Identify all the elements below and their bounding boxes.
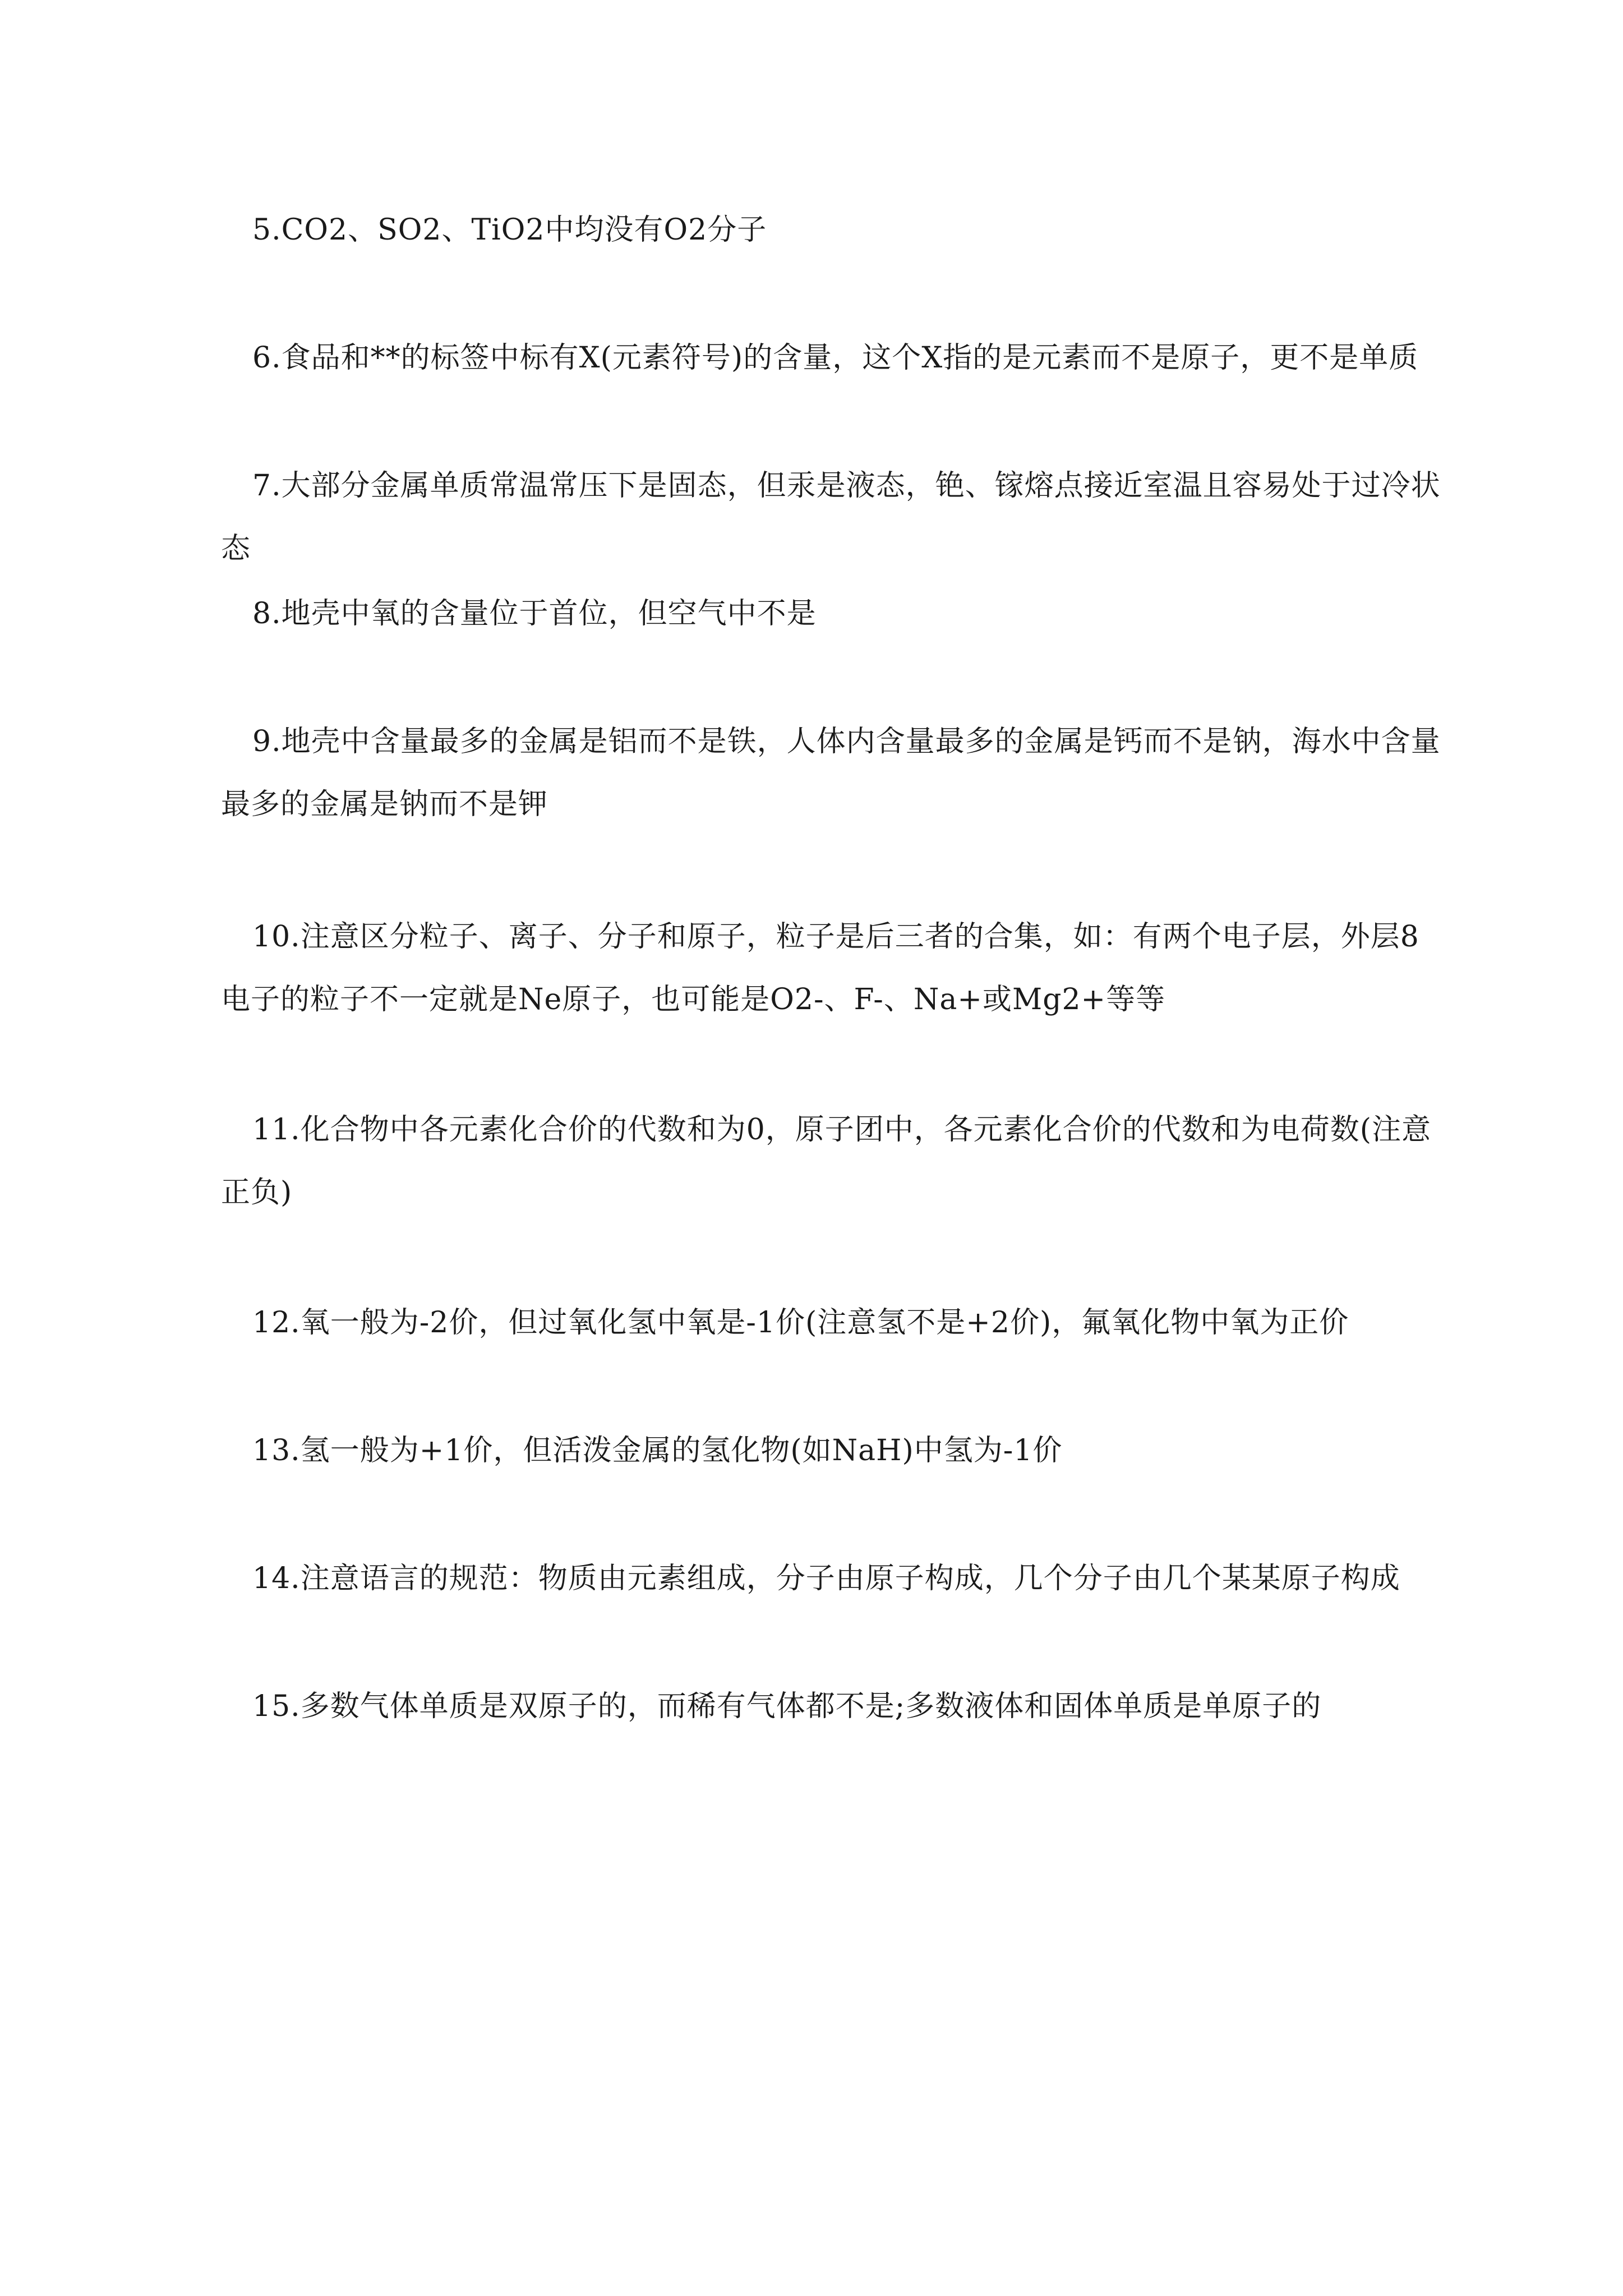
paragraph-15: 15.多数气体单质是双原子的，而稀有气体都不是;多数液体和固体单质是单原子的 xyxy=(252,1690,1322,1723)
paragraph-8: 8.地壳中氧的含量位于首位，但空气中不是 xyxy=(252,597,817,631)
paragraph-13: 13.氢一般为+1价，但活泼金属的氢化物(如NaH)中氢为-1价 xyxy=(252,1434,1063,1467)
paragraph-5: 5.CO2、SO2、TiO2中均没有O2分子 xyxy=(252,213,767,247)
paragraph-11: 11.化合物中各元素化合价的代数和为0，原子团中，各元素化合价的代数和为电荷数(注意正负) xyxy=(221,1113,1432,1209)
paragraph-7: 7.大部分金属单质常温常压下是固态，但汞是液态，铯、镓熔点接近室温且容易处于过冷状态 xyxy=(221,469,1441,565)
paragraph-6: 6.食品和**的标签中标有X(元素符号)的含量，这个X指的是元素而不是原子，更不是单质 xyxy=(252,341,1419,375)
paragraph-10: 10.注意区分粒子、离子、分子和原子，粒子是后三者的合集，如：有两个电子层，外层8电子的粒子不一定就是Ne原子，也可能是O2-、F-、Na+或Mg2+等等 xyxy=(221,920,1419,1016)
paragraph-14: 14.注意语言的规范：物质由元素组成，分子由原子构成，几个分子由几个某某原子构成 xyxy=(252,1562,1400,1595)
paragraph-9: 9.地壳中含量最多的金属是铝而不是铁，人体内含量最多的金属是钙而不是钠，海水中含量最多的金属是钠而不是钾 xyxy=(221,725,1441,821)
paragraph-12: 12.氧一般为-2价，但过氧化氢中氧是-1价(注意氢不是+2价)，氟氧化物中氧为正价 xyxy=(252,1306,1349,1340)
